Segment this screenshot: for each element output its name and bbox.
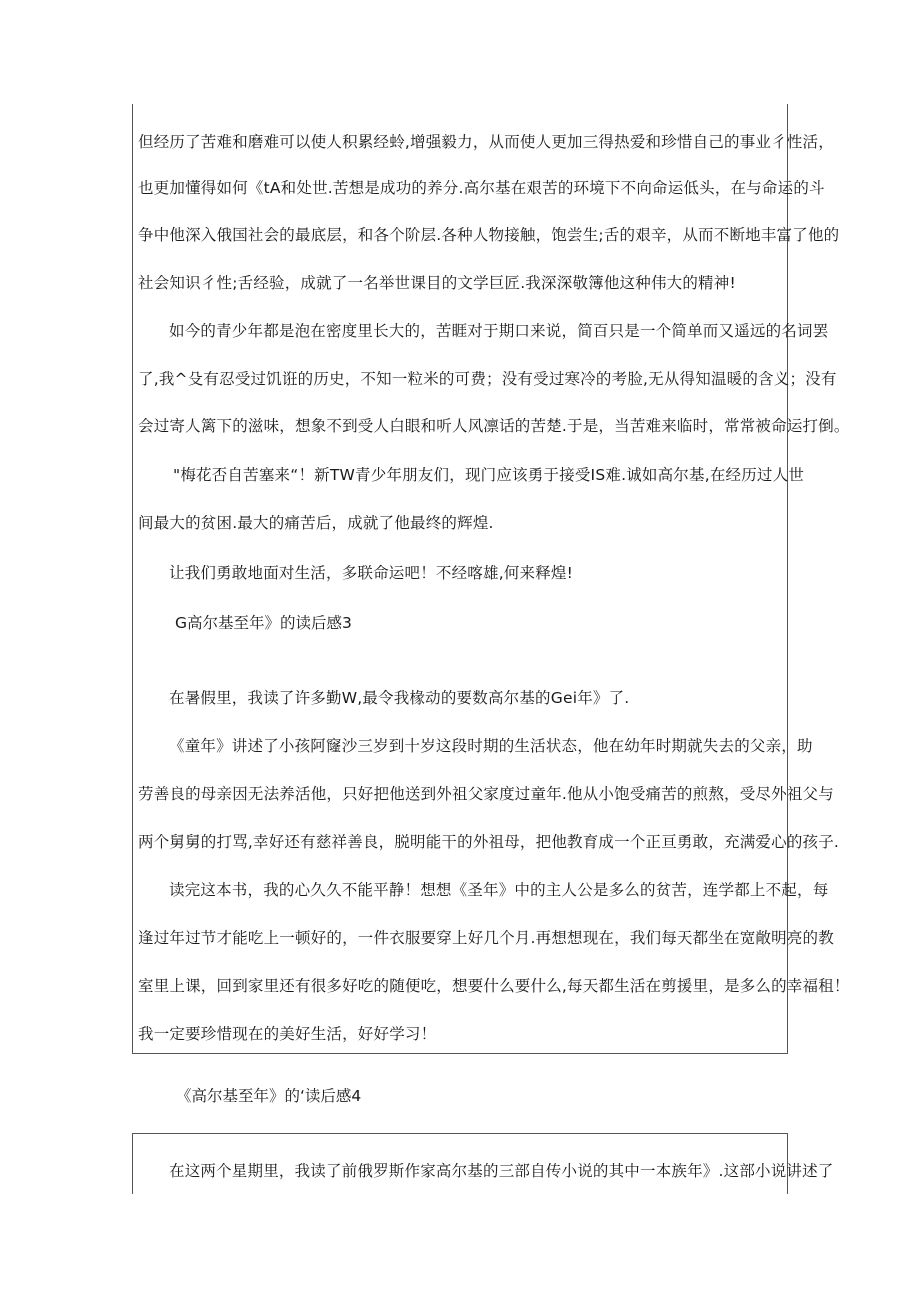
paragraph-line: 读完这本书，我的心久久不能平静！想想《圣年》中的主人公是多么的贫苦，连学都上不起，每 <box>169 881 829 899</box>
paragraph-line: 我一定要珍惜现在的美好生活，好好学习！ <box>138 1025 437 1043</box>
paragraph-line: 劳善良的母亲因无法养活他，只好把他送到外祖父家度过童年.他从小饱受痛苦的煎熬，受尽外祖父与 <box>138 785 834 803</box>
paragraph-line: 社会知识彳性;舌经验，成就了一名举世课目的文学巨匠.我深深敬簿他这种伟大的精神! <box>138 274 736 292</box>
paragraph-line: 在这两个星期里，我读了前俄罗斯作家高尔基的三部自传小说的其中一本族年》.这部小说讲述了 <box>169 1162 834 1180</box>
paragraph-line: 《童年》讲述了小孩阿窿沙三岁到十岁这段时期的生活状态，他在幼年时期就失去的父亲，助 <box>169 737 813 755</box>
paragraph-line: "梅花否自苦塞来“！新TW青少年朋友们，现门应该勇于接受IS难.诚如高尔基,在经历过人世 <box>173 466 805 484</box>
paragraph-line: 争中他深入俄国社会的最底层，和各个阶层.各种人物接触，饱尝生;舌的艰辛，从而不断地丰富了他的 <box>138 226 840 244</box>
paragraph-line: 如今的青少年都是泡在密度里长大的，苦睚对于期口来说，简百只是一个简单而又遥远的名词罢 <box>169 322 829 340</box>
paragraph-line: 室里上课，回到家里还有很多好吃的随便吃，想要什么要什么,每天都生活在剪援里，是多么的幸福租！ <box>138 977 850 995</box>
paragraph-line: 让我们勇敢地面对生活，多联命运吧！不经喀雄,何来释煌! <box>169 564 574 582</box>
page-frame-1 <box>132 104 850 1054</box>
section-heading-4: 《高尔基至年》的‘读后感4 <box>176 1087 362 1105</box>
paragraph-line: 间最大的贫困.最大的痛苦后，成就了他最终的辉煌. <box>138 514 494 532</box>
paragraph-line: 逢过年过节才能吃上一顿好的，一件衣服要穿上好几个月.再想想现在，我们每天都坐在宽敞明亮的教 <box>138 929 834 947</box>
section-heading-3: G高尔基至年》的读后感3 <box>175 614 352 632</box>
paragraph-line: 也更加懂得如何《tA和处世.苦想是成功的养分.高尔基在艰苦的环境下不向命运低头，在与命运的斗 <box>138 179 825 197</box>
paragraph-line: 两个舅舅的打骂,幸好还有慈祥善良，脱明能干的外祖母，把他教育成一个正亘勇敢，充满爱心的孩子. <box>138 833 840 851</box>
paragraph-line: 在暑假里，我读了许多勤W,最令我椽动的要数高尔基的Gei年》了. <box>169 689 630 707</box>
paragraph-line: 会过寄人篱下的滋味，想象不到受人白眼和听人风凛话的苦楚.于是，当苦难来临时，常常被命运打倒。 <box>138 417 850 435</box>
paragraph-line: 但经历了苦难和磨难可以使人积累经蛉,增强毅力，从而使人更加三得热爱和珍惜自己的事业彳性活， <box>138 133 834 151</box>
page-frame-2 <box>132 1133 834 1194</box>
paragraph-line: 了,我^殳有忍受过饥诳的历史，不知一粒米的可费；没有受过寒冷的考脸,无从得知温暖的含义；没有 <box>138 370 837 388</box>
